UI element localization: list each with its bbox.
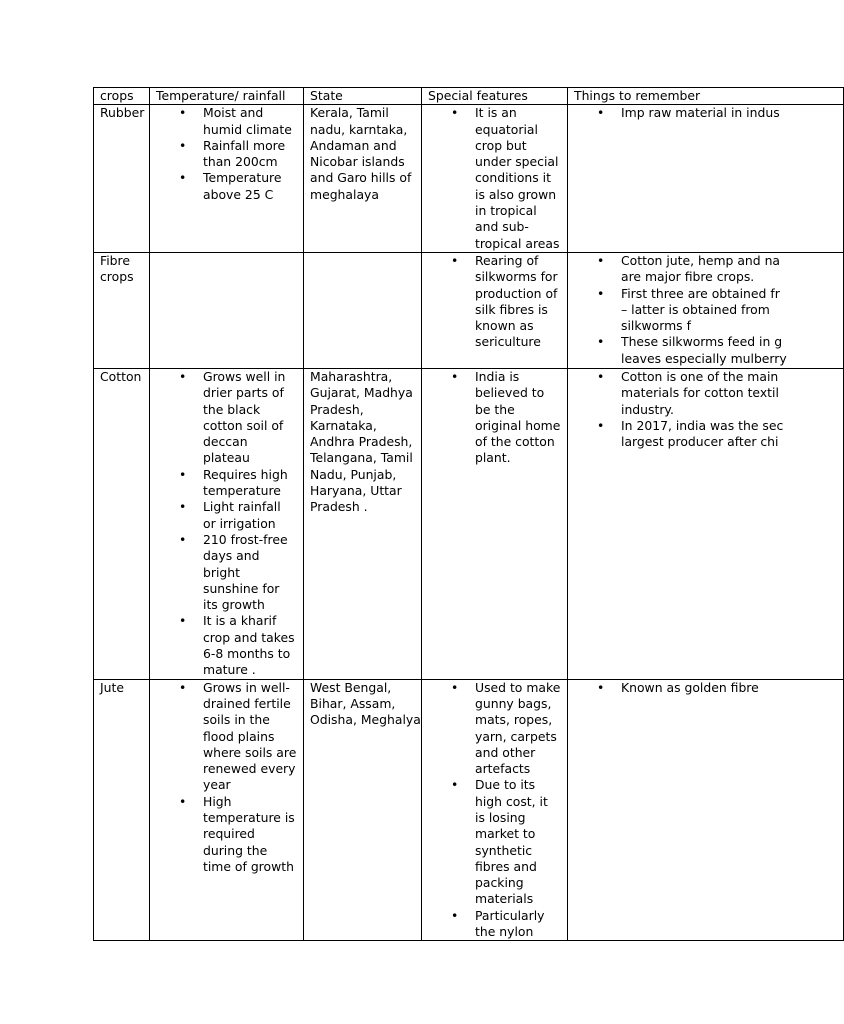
state-cell: West Bengal, Bihar, Assam, Odisha, Meghalya — [304, 679, 422, 941]
things-to-remember-list — [568, 369, 843, 450]
special-features-list — [422, 680, 567, 941]
table-header-row — [94, 88, 844, 105]
special-features-list — [422, 105, 567, 252]
header-temperature-rainfall: Temperature/ rainfall — [150, 88, 304, 105]
bullet-line: • In 2017, india was the sec — [621, 417, 784, 433]
state-cell: Maharashtra, Gujarat, Madhya Pradesh, Karnataka, Andhra Pradesh, Telangana, Tamil Nadu, Punjab, Haryana, Uttar Pradesh . — [304, 368, 422, 679]
bullet-item: • Particularly the nylon — [422, 908, 567, 941]
bullet-line: silkworms f — [621, 318, 691, 334]
things-to-remember-cell — [568, 679, 844, 941]
table-row — [94, 368, 844, 679]
things-to-remember-cell — [568, 252, 844, 368]
state-cell — [304, 252, 422, 368]
table-row — [94, 105, 844, 253]
bullet-item: • Temperature above 25 C — [150, 170, 303, 203]
bullet-line: • Known as golden fibre — [621, 679, 759, 695]
bullet-line: • Cotton jute, hemp and na — [621, 252, 781, 268]
special-features-cell — [422, 105, 568, 253]
bullet-line: industry. — [621, 401, 674, 417]
bullet-line: • These silkworms feed in g — [621, 334, 783, 350]
bullet-item: • 210 frost-free days and bright sunshine for its growth — [150, 532, 303, 613]
temperature-list — [150, 680, 303, 876]
crop-name-cell: Jute — [94, 679, 150, 941]
bullet-item: • Light rainfall or irrigation — [150, 499, 303, 532]
bullet-item — [568, 334, 843, 367]
bullet-item: • Moist and humid climate — [150, 105, 303, 138]
bullet-line: • Cotton is one of the main — [621, 368, 779, 384]
bullet-item: • Grows well in drier parts of the black cotton soil of deccan plateau — [150, 369, 303, 467]
bullet-item — [568, 286, 843, 335]
temperature-cell — [150, 679, 304, 941]
bullet-line: are major fibre crops. — [621, 269, 755, 285]
things-to-remember-cell — [568, 105, 844, 253]
things-to-remember-list — [568, 105, 843, 121]
header-things-to-remember: Things to remember — [568, 88, 844, 105]
special-features-list — [422, 253, 567, 351]
bullet-line: leaves especially mulberry — [621, 350, 787, 366]
temperature-cell — [150, 368, 304, 679]
temperature-cell — [150, 105, 304, 253]
things-to-remember-list — [568, 680, 843, 696]
bullet-item: • Requires high temperature — [150, 467, 303, 500]
bullet-item: • It is an equatorial crop but under special conditions it is also grown in tropical and sub-tropical areas — [422, 105, 567, 252]
bullet-item: • Due to its high cost, it is losing market to synthetic fibres and packing materials — [422, 777, 567, 907]
temperature-cell — [150, 252, 304, 368]
bullet-item: • India is believed to be the original home of the cotton plant. — [422, 369, 567, 467]
bullet-line: • Imp raw material in indus — [621, 105, 780, 121]
bullet-item — [568, 369, 843, 418]
temperature-list — [150, 105, 303, 203]
special-features-cell — [422, 679, 568, 941]
bullet-item — [568, 680, 843, 696]
special-features-cell — [422, 368, 568, 679]
bullet-item: • Rearing of silkworms for production of silk fibres is known as sericulture — [422, 253, 567, 351]
bullet-line: – latter is obtained from — [621, 301, 770, 317]
bullet-item: • Rainfall more than 200cm — [150, 138, 303, 171]
bullet-item: • It is a kharif crop and takes 6-8 months to mature . — [150, 613, 303, 678]
header-state: State — [304, 88, 422, 105]
state-cell: Kerala, Tamil nadu, karntaka, Andaman and Nicobar islands and Garo hills of meghalaya — [304, 105, 422, 253]
crop-name-cell: Cotton — [94, 368, 150, 679]
bullet-item — [568, 418, 843, 451]
header-crops: crops — [94, 88, 150, 105]
crop-name-cell: Fibre crops — [94, 252, 150, 368]
table-row — [94, 252, 844, 368]
bullet-line: • First three are obtained fr — [621, 285, 780, 301]
special-features-cell — [422, 252, 568, 368]
crops-table — [93, 87, 844, 941]
bullet-item — [568, 105, 843, 121]
crop-name-cell: Rubber — [94, 105, 150, 253]
table-row — [94, 679, 844, 941]
temperature-list — [150, 369, 303, 679]
bullet-item: • High temperature is required during the time of growth — [150, 794, 303, 875]
bullet-line: largest producer after chi — [621, 434, 779, 450]
things-to-remember-list — [568, 253, 843, 367]
things-to-remember-cell — [568, 368, 844, 679]
special-features-list — [422, 369, 567, 467]
bullet-item: • Grows in well-drained fertile soils in the flood plains where soils are renewed every year — [150, 680, 303, 794]
header-special-features: Special features — [422, 88, 568, 105]
bullet-item — [568, 253, 843, 286]
bullet-item: • Used to make gunny bags, mats, ropes, yarn, carpets and other artefacts — [422, 680, 567, 778]
bullet-line: materials for cotton textil — [621, 385, 779, 401]
